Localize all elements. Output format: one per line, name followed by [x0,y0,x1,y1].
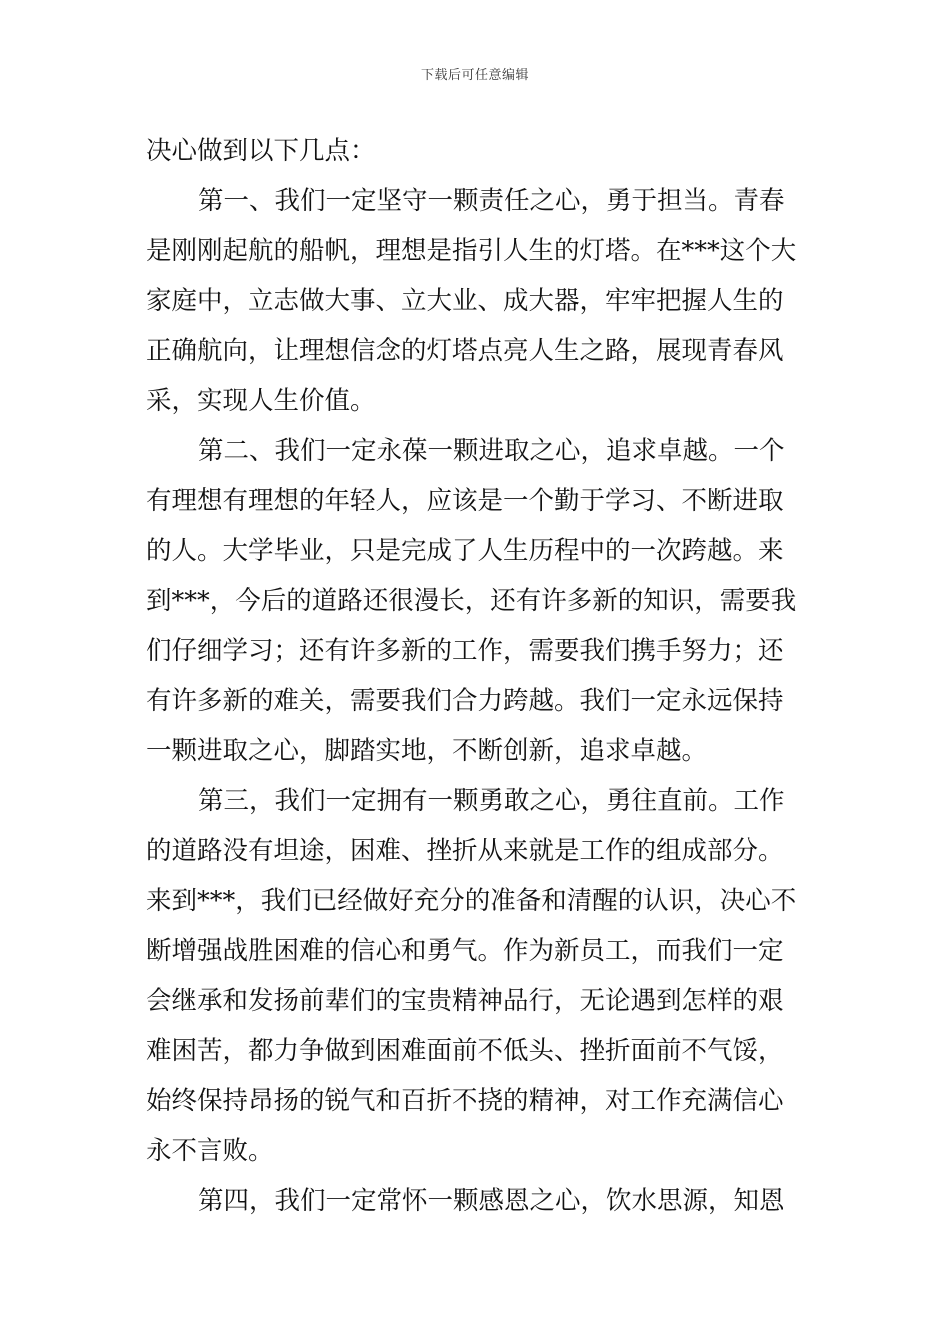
text-line: 第一、我们一定坚守一颗责任之心，勇于担当。青春 [198,186,785,216]
text-line: 有许多新的难关，需要我们合力跨越。我们一定永远保持 [146,686,784,716]
text-line: 第四，我们一定常怀一颗感恩之心，饮水思源，知恩 [198,1186,785,1216]
text-line: 第三，我们一定拥有一颗勇敢之心，勇往直前。工作 [198,786,785,816]
page-header: 下载后可任意编辑 [420,68,529,83]
text-line: 采，实现人生价值。 [146,386,376,416]
text-line: 来到***，我们已经做好充分的准备和清醒的认识，决心不 [146,886,797,916]
text-line: 决心做到以下几点： [146,136,376,166]
text-line: 第二、我们一定永葆一颗进取之心，追求卓越。一个 [198,436,785,466]
text-line: 到***，今后的道路还很漫长，还有许多新的知识，需要我 [146,586,797,616]
document-body [146,126,814,1226]
text-line: 会继承和发扬前辈们的宝贵精神品行，无论遇到怎样的艰 [146,986,784,1016]
text-line: 永不言败。 [146,1136,274,1166]
text-line: 是刚刚起航的船帆，理想是指引人生的灯塔。在***这个大 [146,236,797,266]
text-line: 们仔细学习；还有许多新的工作，需要我们携手努力；还 [146,636,784,666]
text-line: 一颗进取之心，脚踏实地，不断创新，追求卓越。 [146,736,708,766]
text-line: 正确航向，让理想信念的灯塔点亮人生之路，展现青春风 [146,336,784,366]
text-line: 的人。大学毕业，只是完成了人生历程中的一次跨越。来 [146,536,784,566]
text-line: 始终保持昂扬的锐气和百折不挠的精神，对工作充满信心 [146,1086,784,1116]
text-line: 难困苦，都力争做到困难面前不低头、挫折面前不气馁， [146,1036,784,1066]
text-line: 断增强战胜困难的信心和勇气。作为新员工，而我们一定 [146,936,784,966]
text-line: 有理想有理想的年轻人，应该是一个勤于学习、不断进取 [146,486,784,516]
text-line: 家庭中，立志做大事、立大业、成大器，牢牢把握人生的 [146,286,784,316]
text-line: 的道路没有坦途，困难、挫折从来就是工作的组成部分。 [146,836,784,866]
